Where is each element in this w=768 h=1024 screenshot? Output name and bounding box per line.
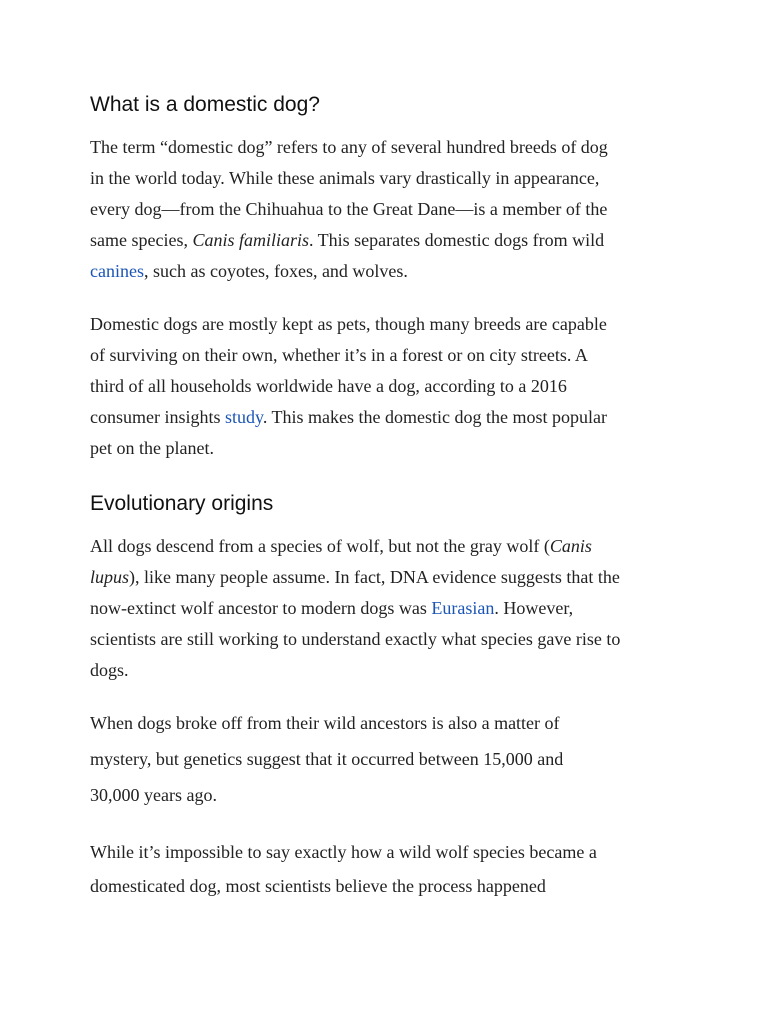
text-line: in the world today. While these animals vary drastically in appearance, xyxy=(90,168,600,188)
study-link[interactable]: study xyxy=(225,407,263,427)
text-line: 30,000 years ago. xyxy=(90,785,217,805)
text-line: All dogs descend from a species of wolf, but not the gray wolf (Canis xyxy=(90,536,592,556)
text-line: The term “domestic dog” refers to any of several hundred breeds of dog xyxy=(90,137,608,157)
text-line: canines, such as coyotes, foxes, and wolves. xyxy=(90,261,408,281)
species-name-lupus: lupus xyxy=(90,567,130,587)
paragraph-domestic-dog-definition xyxy=(90,132,690,287)
paragraph-domestication-process xyxy=(90,835,690,903)
text-line: lupus), like many people assume. In fact, DNA evidence suggests that the xyxy=(90,567,620,587)
species-name-canis-familiaris: Canis familiaris xyxy=(192,230,309,250)
text-line: Domestic dogs are mostly kept as pets, though many breeds are capable xyxy=(90,314,607,334)
canines-link[interactable]: canines xyxy=(90,261,144,281)
text-line: mystery, but genetics suggest that it occurred between 15,000 and xyxy=(90,749,564,769)
text-line: every dog—from the Chihuahua to the Great Dane—is a member of the xyxy=(90,199,608,219)
text-line: scientists are still working to understand exactly what species gave rise to xyxy=(90,629,621,649)
text-line: domesticated dog, most scientists believe the process happened xyxy=(90,876,546,896)
paragraph-divergence-timing xyxy=(90,705,690,813)
text-line: of surviving on their own, whether it’s in a forest or on city streets. A xyxy=(90,345,588,365)
paragraph-domestic-dogs-as-pets xyxy=(90,309,690,464)
text-line: While it’s impossible to say exactly how a wild wolf species became a xyxy=(90,842,597,862)
heading-domestic-dog: What is a domestic dog? xyxy=(90,93,320,116)
text-line: third of all households worldwide have a dog, according to a 2016 xyxy=(90,376,567,396)
paragraph-wolf-ancestry xyxy=(90,531,690,686)
text-line: dogs. xyxy=(90,660,129,680)
species-name-canis: Canis xyxy=(549,536,592,556)
text-line: pet on the planet. xyxy=(90,438,214,458)
heading-evolutionary-origins: Evolutionary origins xyxy=(90,492,274,515)
text-line: When dogs broke off from their wild ancestors is also a matter of xyxy=(90,713,560,733)
eurasian-link[interactable]: Eurasian xyxy=(431,598,495,618)
text-line: now-extinct wolf ancestor to modern dogs was Eurasian. However, xyxy=(90,598,574,618)
text-line: consumer insights study. This makes the domestic dog the most popular xyxy=(90,407,607,427)
text-line: same species, Canis familiaris. This separates domestic dogs from wild xyxy=(90,230,605,250)
